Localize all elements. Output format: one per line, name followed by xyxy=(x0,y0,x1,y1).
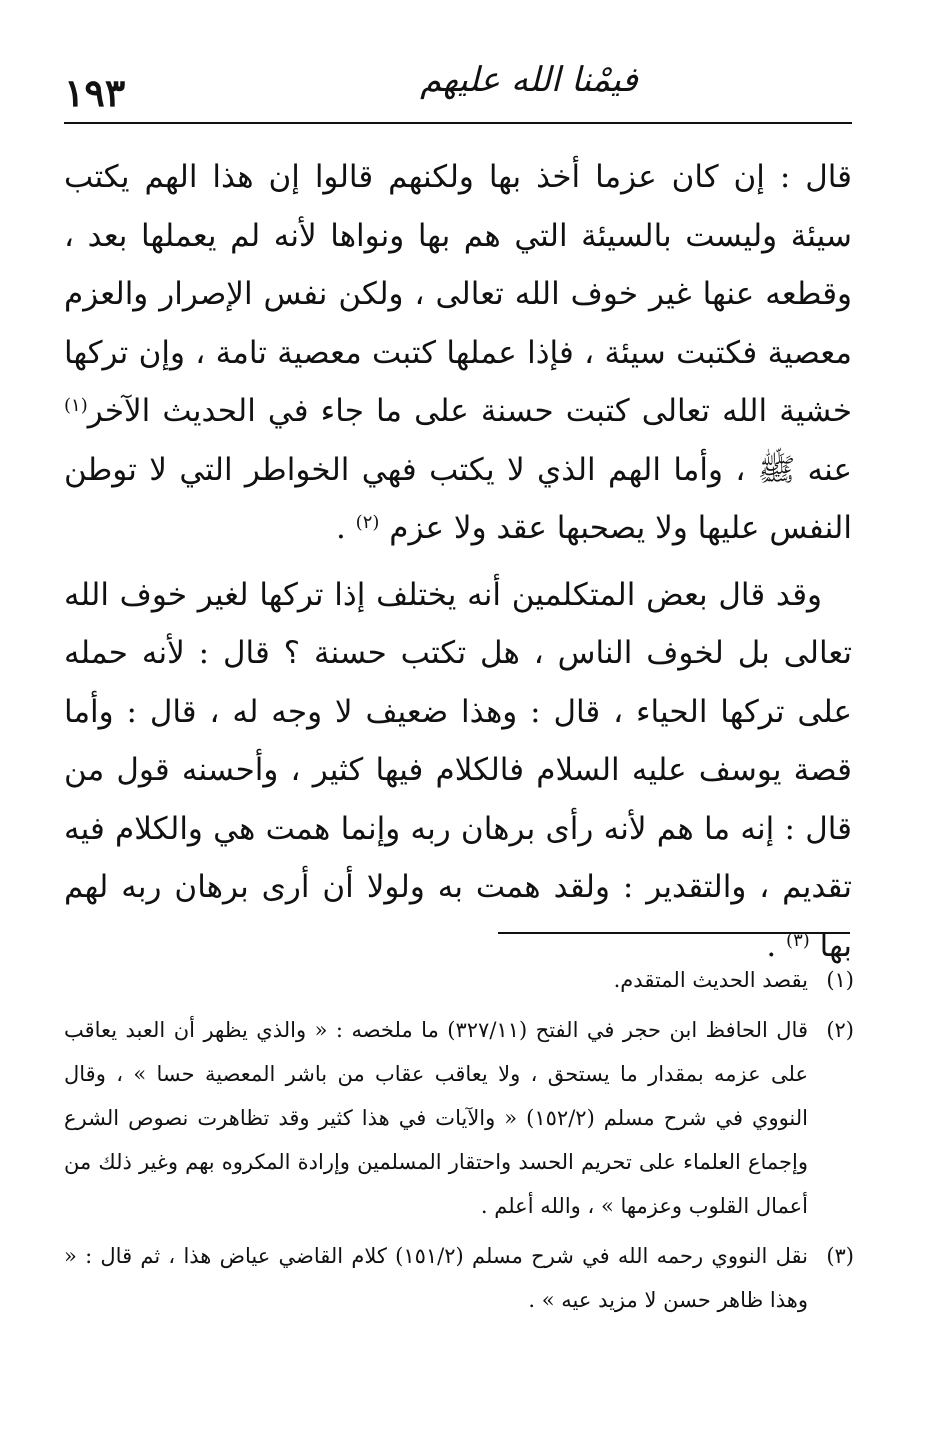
page-number: ١٩٣ xyxy=(64,70,126,115)
footnote-ref-3: (٣) xyxy=(786,929,810,951)
footnote-3 xyxy=(64,1234,854,1322)
running-title-calligraphy: فيمْنا الله عليهم xyxy=(420,60,638,100)
footnote-ref-2: (٢) xyxy=(355,512,380,533)
paragraph-2 xyxy=(64,566,852,976)
paragraph-2-part-b: . xyxy=(766,927,787,964)
paragraph-1-part-b: عنه ﷺ ، وأما الهم الذي لا يكتب فهي الخواطر التي لا توطن النفس عليها ولا يصحبها عقد ولا عزم xyxy=(64,451,852,546)
main-text xyxy=(64,148,852,975)
footnote-text: نقل النووي رحمه الله في شرح مسلم (١٥١/٢) كلام القاضي عياض هذا ، ثم قال : « وهذا ظاهر حسن لا مزيد عيه » . xyxy=(64,1244,808,1312)
paragraph-1-part-c: . xyxy=(335,510,356,546)
footnote-separator xyxy=(498,932,850,934)
footnote-number: (١) xyxy=(826,968,854,992)
paragraph-1-part-a: قال : إن كان عزما أخذ بها ولكنهم قالوا إن هذا الهم يكتب سيئة وليست بالسيئة التي هم بها ونواها لأنه لم يعملها بعد ، وقطعه عنها غير خوف الله تعالى ، ولكن نفس الإصرار والعزم معصية فكتبت سيئة ، فإذا عملها كتبت معصية تامة ، وإن تركها خشية الله تعالى كتبت حسنة على ما جاء في الحديث الآخر xyxy=(64,159,852,429)
footnote-text: يقصد الحديث المتقدم. xyxy=(613,968,808,992)
footnotes xyxy=(64,958,854,1328)
header-rule xyxy=(64,122,852,124)
footnote-1 xyxy=(64,958,854,1002)
paragraph-2-part-a: وقد قال بعض المتكلمين أنه يختلف إذا تركها لغير خوف الله تعالى بل لخوف الناس ، هل تكتب حسنة ؟ قال : لأنه حمله على تركها الحياء ، قال : وهذا ضعيف لا وجه له ، قال : وأما قصة يوسف عليه السلام فالكلام فيها كثير ، وأحسنه قول من قال : إنه ما هم لأنه رأى برهان ربه وإنما همت هي والكلام فيه تقديم ، والتقدير : ولقد همت به ولولا أن أرى برهان ربه لهم بها xyxy=(64,576,852,964)
page-header xyxy=(64,60,852,122)
footnote-number: (٢) xyxy=(826,1018,854,1042)
footnote-text: قال الحافظ ابن حجر في الفتح (٣٢٧/١١) ما ملخصه : « والذي يظهر أن العبد يعاقب على عزمه بمقدار ما يستحق ، ولا يعاقب عقاب من باشر المعصية حسا » ، وقال النووي في شرح مسلم (١٥٢/٢) « والآيات في هذا كثير وقد تظاهرت نصوص الشرع وإجماع العلماء على تحريم الحسد واحتقار المسلمين وإرادة المكروه بهم وغير ذلك من أعمال القلوب وعزمها » ، والله أعلم . xyxy=(64,1018,808,1218)
paragraph-1 xyxy=(64,148,852,558)
footnote-number: (٣) xyxy=(826,1244,854,1268)
footnote-ref-1: (١) xyxy=(64,395,88,416)
footnote-2 xyxy=(64,1008,854,1228)
